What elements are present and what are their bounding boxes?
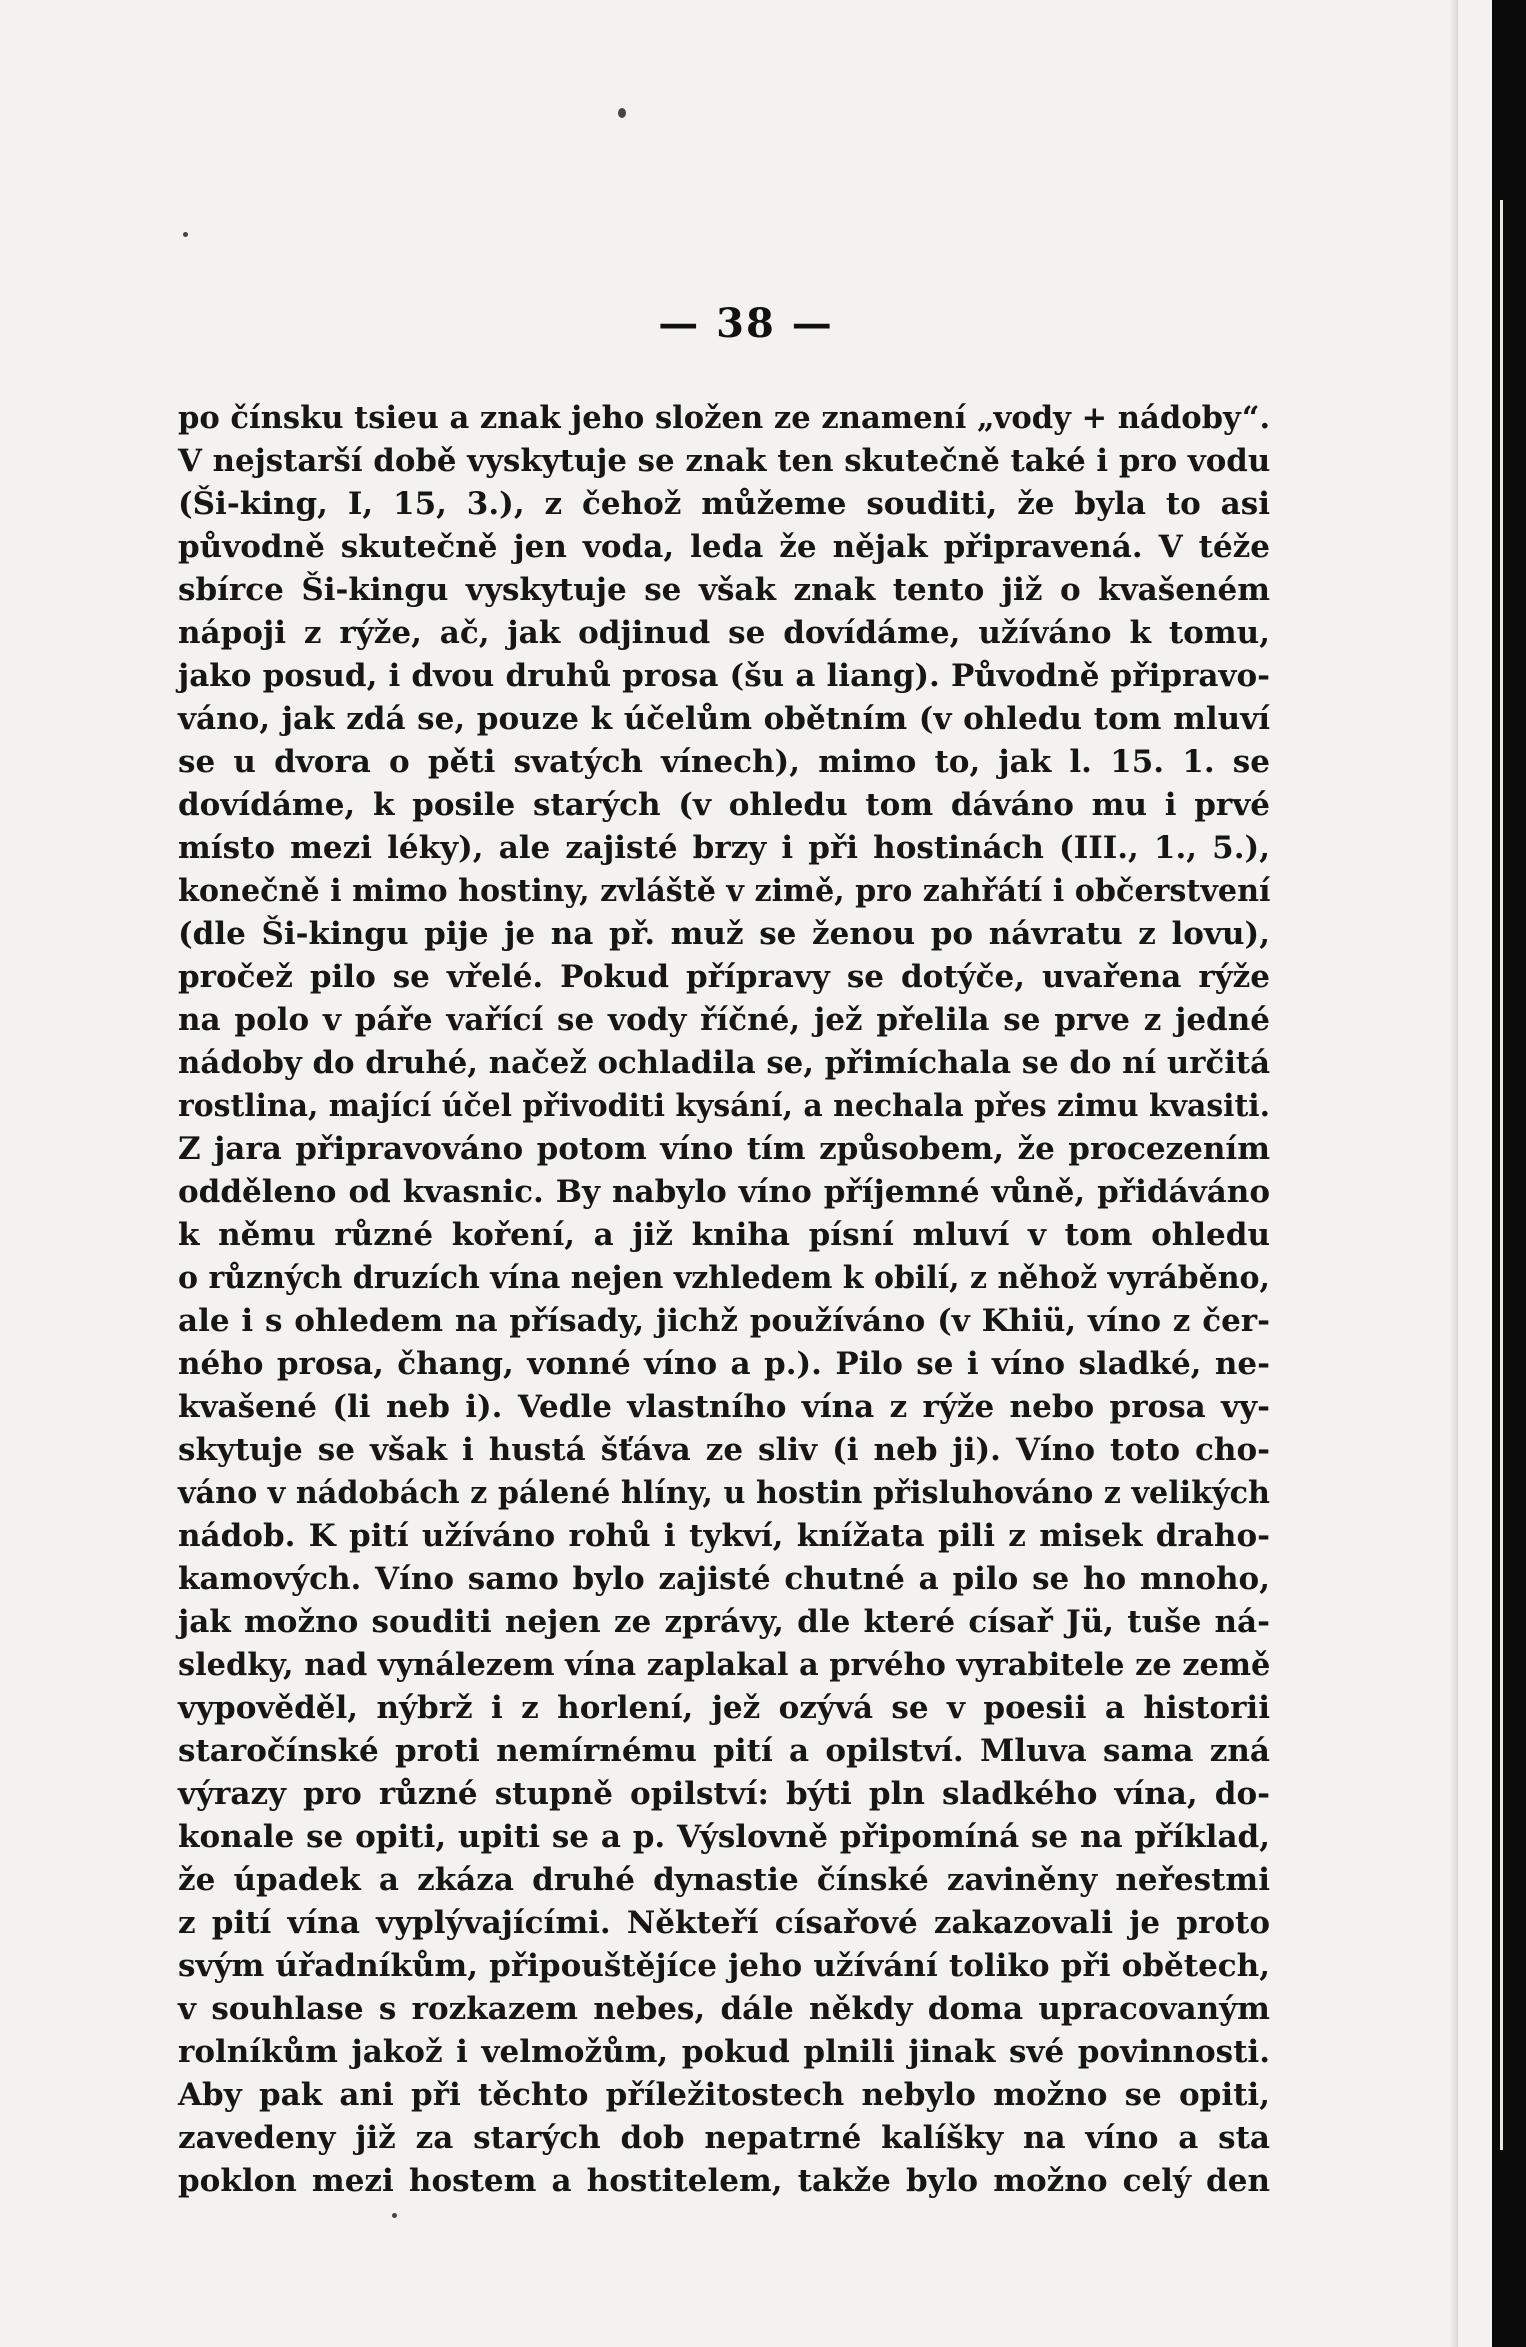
text-line: se u dvora o pěti svatých vínech), mimo to, jak l. 15. 1. se [178,744,1270,780]
text-line: staročínské proti nemírnému pití a opilství. Mluva sama zná [178,1733,1270,1769]
text-line: k němu různé koření, a již kniha písní mluví v tom ohledu [178,1217,1270,1253]
text-line: nádob. K pití užíváno rohů i tykví, knížata pili z misek draho- [178,1518,1270,1554]
text-line: jak možno souditi nejen ze zprávy, dle které císař Jü, tuše ná- [178,1604,1270,1640]
text-line: výrazy pro různé stupně opilství: býti pln sladkého vína, do- [178,1776,1270,1812]
text-line: váno v nádobách z pálené hlíny, u hostin přisluhováno z velikých [178,1475,1270,1511]
text-line: konale se opiti, upiti se a p. Výslovně připomíná se na příklad, [178,1819,1270,1855]
scan-edge-line [1500,200,1503,2150]
text-line: zavedeny již za starých dob nepatrné kalíšky na víno a sta [178,2120,1270,2156]
text-line: kvašené (li neb i). Vedle vlastního vína z rýže nebo prosa vy- [178,1389,1270,1425]
text-line: jako posud, i dvou druhů prosa (šu a liang). Původně připravo- [178,658,1270,694]
text-line: v souhlase s rozkazem nebes, dále někdy doma upracovaným [178,1991,1270,2027]
text-line: skytuje se však i hustá šťáva ze sliv (i neb ji). Víno toto cho- [178,1432,1270,1468]
text-line: V nejstarší době vyskytuje se znak ten skutečně také i pro vodu [178,443,1271,479]
text-line: Z jara připravováno potom víno tím způsobem, že procezením [178,1131,1270,1167]
text-line: dovídáme, k posile starých (v ohledu tom dáváno mu i prvé [178,787,1270,823]
text-line: rostlina, mající účel přivoditi kysání, a nechala přes zimu kvasiti. [178,1088,1271,1124]
text-line: vypověděl, nýbrž i z horlení, jež ozývá se v poesii a historii [178,1690,1270,1726]
text-line: nápoji z rýže, ač, jak odjinud se dovídáme, užíváno k tomu, [178,615,1270,651]
text-line: že úpadek a zkáza druhé dynastie čínské zaviněny neřestmi [178,1862,1270,1898]
text-line: na polo v páře vařící se vody říčné, jež přelila se prve z jedné [178,1002,1270,1038]
text-line: původně skutečně jen voda, leda že nějak připravená. V téže [178,529,1270,565]
text-line: ale i s ohledem na přísady, jichž používáno (v Khiü, víno z čer- [178,1303,1270,1339]
ink-speck [183,232,188,237]
text-line: z pití vína vyplývajícími. Někteří císařové zakazovali je proto [178,1905,1270,1941]
text-line: (Ši-king, I, 15, 3.), z čehož můžeme souditi, že byla to asi [178,486,1270,522]
body-text [178,397,1270,2203]
text-line: o různých druzích vína nejen vzhledem k obilí, z něhož vyráběno, [178,1260,1270,1296]
text-line: po čínsku tsieu a znak jeho složen ze znamení „vody + nádoby“. [178,400,1271,436]
text-line: Aby pak ani při těchto příležitostech nebylo možno se opiti, [178,2077,1270,2113]
ink-speck [618,108,626,118]
text-line: sbírce Ši-kingu vyskytuje se však znak tento již o kvašeném [178,572,1270,608]
text-line: pročež pilo se vřelé. Pokud přípravy se dotýče, uvařena rýže [178,959,1270,995]
text-line: ného prosa, čhang, vonné víno a p.). Pilo se i víno sladké, ne- [178,1346,1270,1382]
page-number: — 38 — [658,300,834,347]
text-line: rolníkům jakož i velmožům, pokud plnili jinak své povinnosti. [178,2034,1270,2070]
text-line: poklon mezi hostem a hostitelem, takže bylo možno celý den [178,2163,1270,2199]
text-line: sledky, nad vynálezem vína zaplakal a prvého vyrabitele ze země [178,1647,1271,1683]
text-line: svým úřadníkům, připouštějíce jeho užívání toliko při obětech, [178,1948,1270,1984]
text-line: kamových. Víno samo bylo zajisté chutné a pilo se ho mnoho, [178,1561,1270,1597]
page-edge-shadow [1450,0,1458,2347]
text-line: nádoby do druhé, načež ochladila se, přimíchala se do ní určitá [178,1045,1271,1081]
ink-speck [392,2213,397,2218]
text-line: váno, jak zdá se, pouze k účelům obětním (v ohledu tom mluví [178,701,1270,737]
text-line: (dle Ši-kingu pije je na př. muž se ženou po návratu z lovu), [178,916,1270,952]
text-line: odděleno od kvasnic. By nabylo víno příjemné vůně, přidáváno [178,1174,1270,1210]
text-line: místo mezi léky), ale zajisté brzy i při hostinách (III., 1., 5.), [178,830,1270,866]
text-line: konečně i mimo hostiny, zvláště v zimě, pro zahřátí i občerstvení [178,873,1271,909]
